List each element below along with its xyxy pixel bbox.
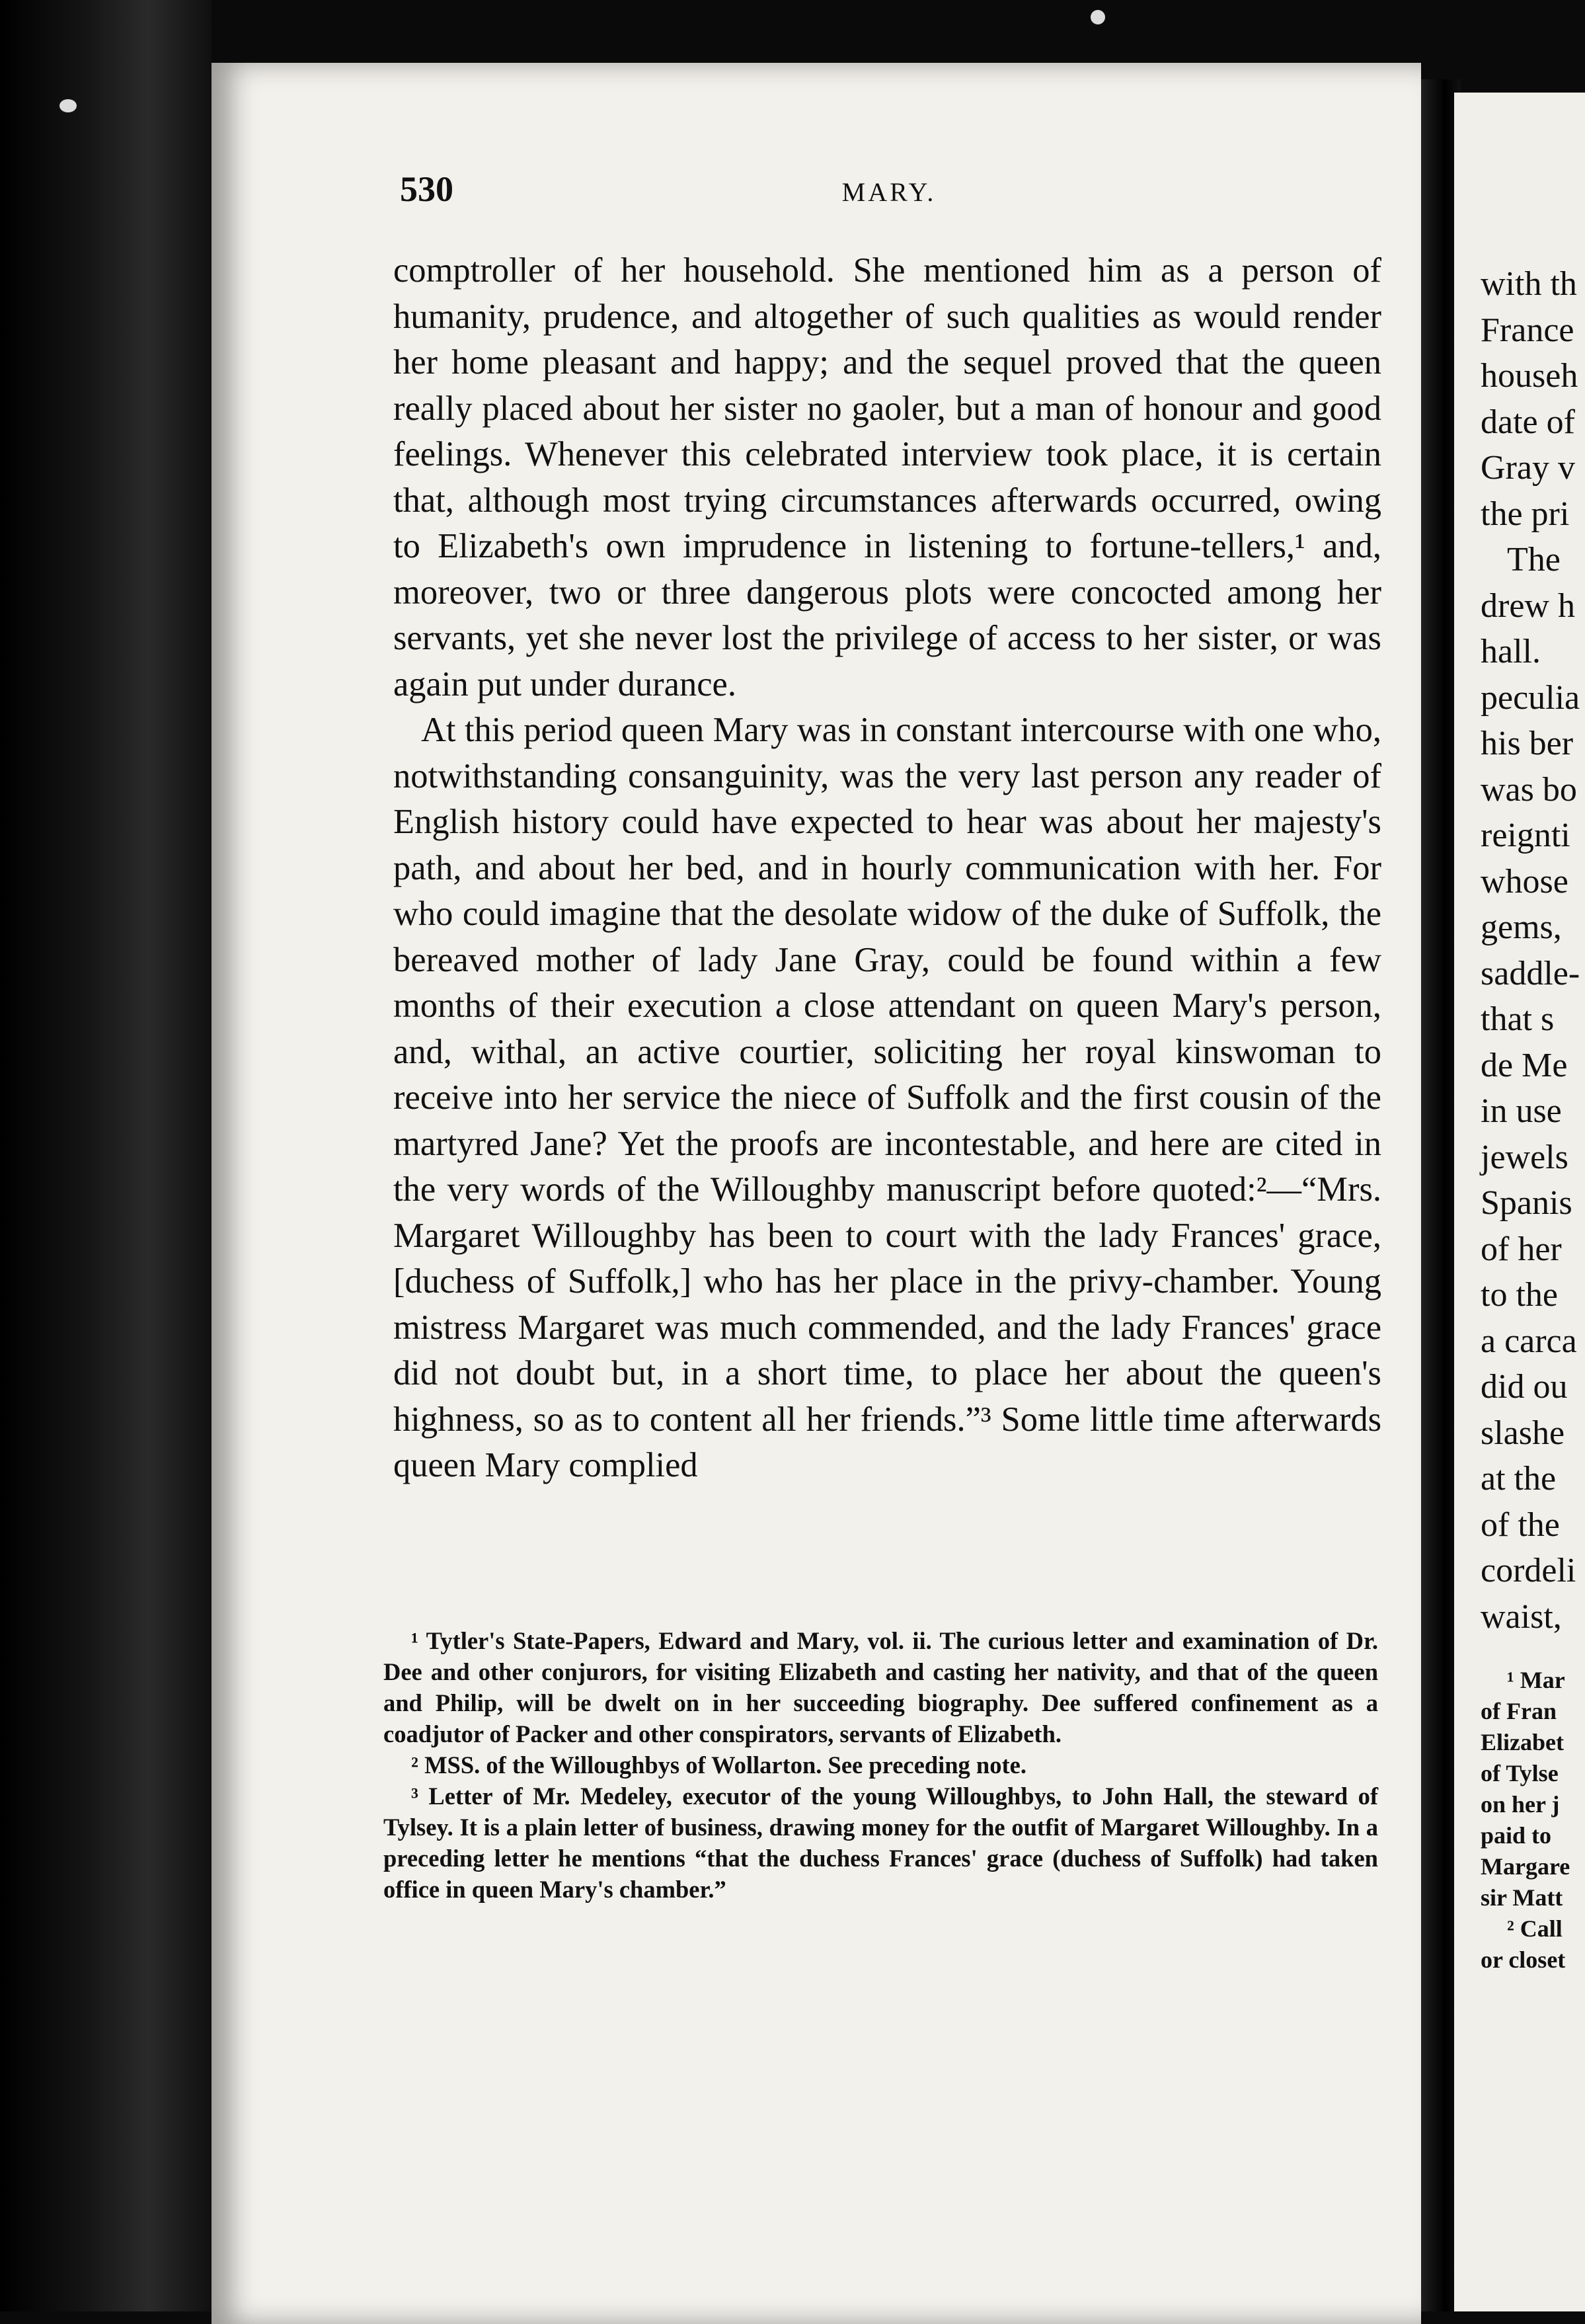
facing-page-line: with th (1481, 265, 1577, 303)
facing-page-footnote-line: Elizabet (1481, 1729, 1564, 1755)
facing-page-line: slashe (1481, 1414, 1565, 1452)
facing-page-line: in use (1481, 1092, 1562, 1130)
facing-page-line: gems, (1481, 908, 1562, 946)
facing-page-line: househ (1481, 357, 1578, 395)
facing-page-fragment (1454, 93, 1585, 2311)
facing-page-line: did ou (1481, 1368, 1568, 1406)
facing-page-footnote-line: of Tylse (1481, 1760, 1559, 1786)
facing-page-line: at the (1481, 1460, 1557, 1498)
facing-page-line: peculia (1481, 678, 1580, 717)
facing-page-line: reignti (1481, 817, 1570, 854)
facing-page-line: de Me (1481, 1046, 1568, 1084)
facing-page-footnote-line: paid to (1481, 1822, 1552, 1849)
facing-page-footnote-line: of Fran (1481, 1698, 1557, 1724)
footnote: ² MSS. of the Willoughbys of Wollarton. See preceding note. (411, 1751, 1026, 1779)
facing-page-footnote-line: or closet (1481, 1946, 1566, 1973)
facing-page-line: The (1507, 541, 1561, 579)
page-number: 530 (400, 169, 453, 209)
facing-page-footnote-line: sir Matt (1481, 1884, 1563, 1911)
running-head: MARY. (841, 177, 937, 207)
scan-speck (1091, 10, 1105, 24)
facing-page-line: of the (1481, 1505, 1560, 1544)
facing-page-line: date of (1481, 403, 1575, 441)
facing-page-line: Spanis (1481, 1184, 1572, 1222)
facing-page-line: of her (1481, 1230, 1562, 1268)
facing-page-line: that s (1481, 1000, 1555, 1038)
facing-page-line: his ber (1481, 725, 1574, 762)
facing-page-footnote-line: on her j (1481, 1791, 1560, 1818)
facing-page-line: drew h (1481, 586, 1575, 625)
facing-page-line: whose (1481, 862, 1568, 901)
facing-page-line: hall. (1481, 633, 1541, 670)
page-header (400, 169, 1381, 215)
scan-speck (59, 99, 77, 112)
facing-page-footnote-line: ² Call (1507, 1915, 1563, 1942)
footnotes (383, 1625, 1378, 1905)
facing-page-footnote-line: Margare (1481, 1853, 1570, 1880)
facing-page-line: was bo (1481, 770, 1577, 809)
facing-page-line: cordeli (1481, 1552, 1576, 1589)
book-spine-shadow (0, 0, 212, 2311)
facing-page-line: the pri (1481, 495, 1570, 533)
main-text (393, 248, 1381, 1489)
facing-page-footnote-line: ¹ Mar (1507, 1667, 1565, 1693)
facing-page-line: to the (1481, 1276, 1558, 1314)
facing-page-line: Gray v (1481, 449, 1575, 487)
footnote: ³ Letter of Mr. Medeley, executor of the young Willoughbys, to John Hall, the steward of Tylsey. It is a plain letter of business, drawing money for the outfit of Margaret Willoughby. In a preceding letter he mentions “that the duchess Frances' grace (duchess of Suffolk) had taken office in queen Mary's chamber.” (383, 1783, 1378, 1903)
facing-page-line: saddle- (1481, 954, 1580, 992)
facing-page-line: a carca (1481, 1322, 1577, 1360)
footnote: ¹ Tytler's State-Papers, Edward and Mary, vol. ii. The curious letter and examination of Dr. Dee and other conjurors, for visiting Elizabeth and casting her nativity, and that of the queen and Philip, will be dwelt on in her succeeding biography. Dee suffered confinement as a coadjutor of Packer and other conspirators, servants of Elizabeth. (383, 1627, 1378, 1747)
facing-page-line: jewels (1481, 1138, 1568, 1176)
facing-page-line: France (1481, 311, 1574, 349)
paragraph: comptroller of her household. She mentioned him as a person of humanity, prudence, and altogether of such qualities as would render her home pleasant and happy; and the sequel proved that the queen really placed about her sister no gaoler, but a man of honour and good feelings. Whenever this celebrated interview took place, it is certain that, although most trying circumstances afterwards occurred, owing to Elizabeth's own imprudence in listening to fortune-tellers,¹ and, moreover, two or three dangerous plots were concocted among her servants, yet she never lost the privilege of access to her sister, or was again put under durance. (393, 251, 1381, 703)
paragraph: At this period queen Mary was in constant intercourse with one who, notwithstanding consanguinity, was the very last person any reader of English history could have expected to hear was about her majesty's path, and about her bed, and in hourly communication with her. For who could imagine that the desolate widow of the duke of Suffolk, the bereaved mother of lady Jane Gray, could be found within a few months of their execution a close attendant on queen Mary's person, and, withal, an active courtier, soliciting her royal kinswoman to receive into her service the niece of Suffolk and the first cousin of the martyred Jane? Yet the proofs are incontestable, and here are cited in the very words of the Willoughby manuscript before quoted:²—“Mrs. Margaret Willoughby has been to court with the lady Frances' grace, [duchess of Suffolk,] who has her place in the privy-chamber. Young mistress Margaret was much commended, and the lady Frances' grace did not doubt but, in a short time, to place her about the queen's highness, so as to content all her friends.”³ Some little time afterwards queen Mary complied (393, 711, 1381, 1484)
facing-page-line: waist, (1481, 1597, 1562, 1636)
